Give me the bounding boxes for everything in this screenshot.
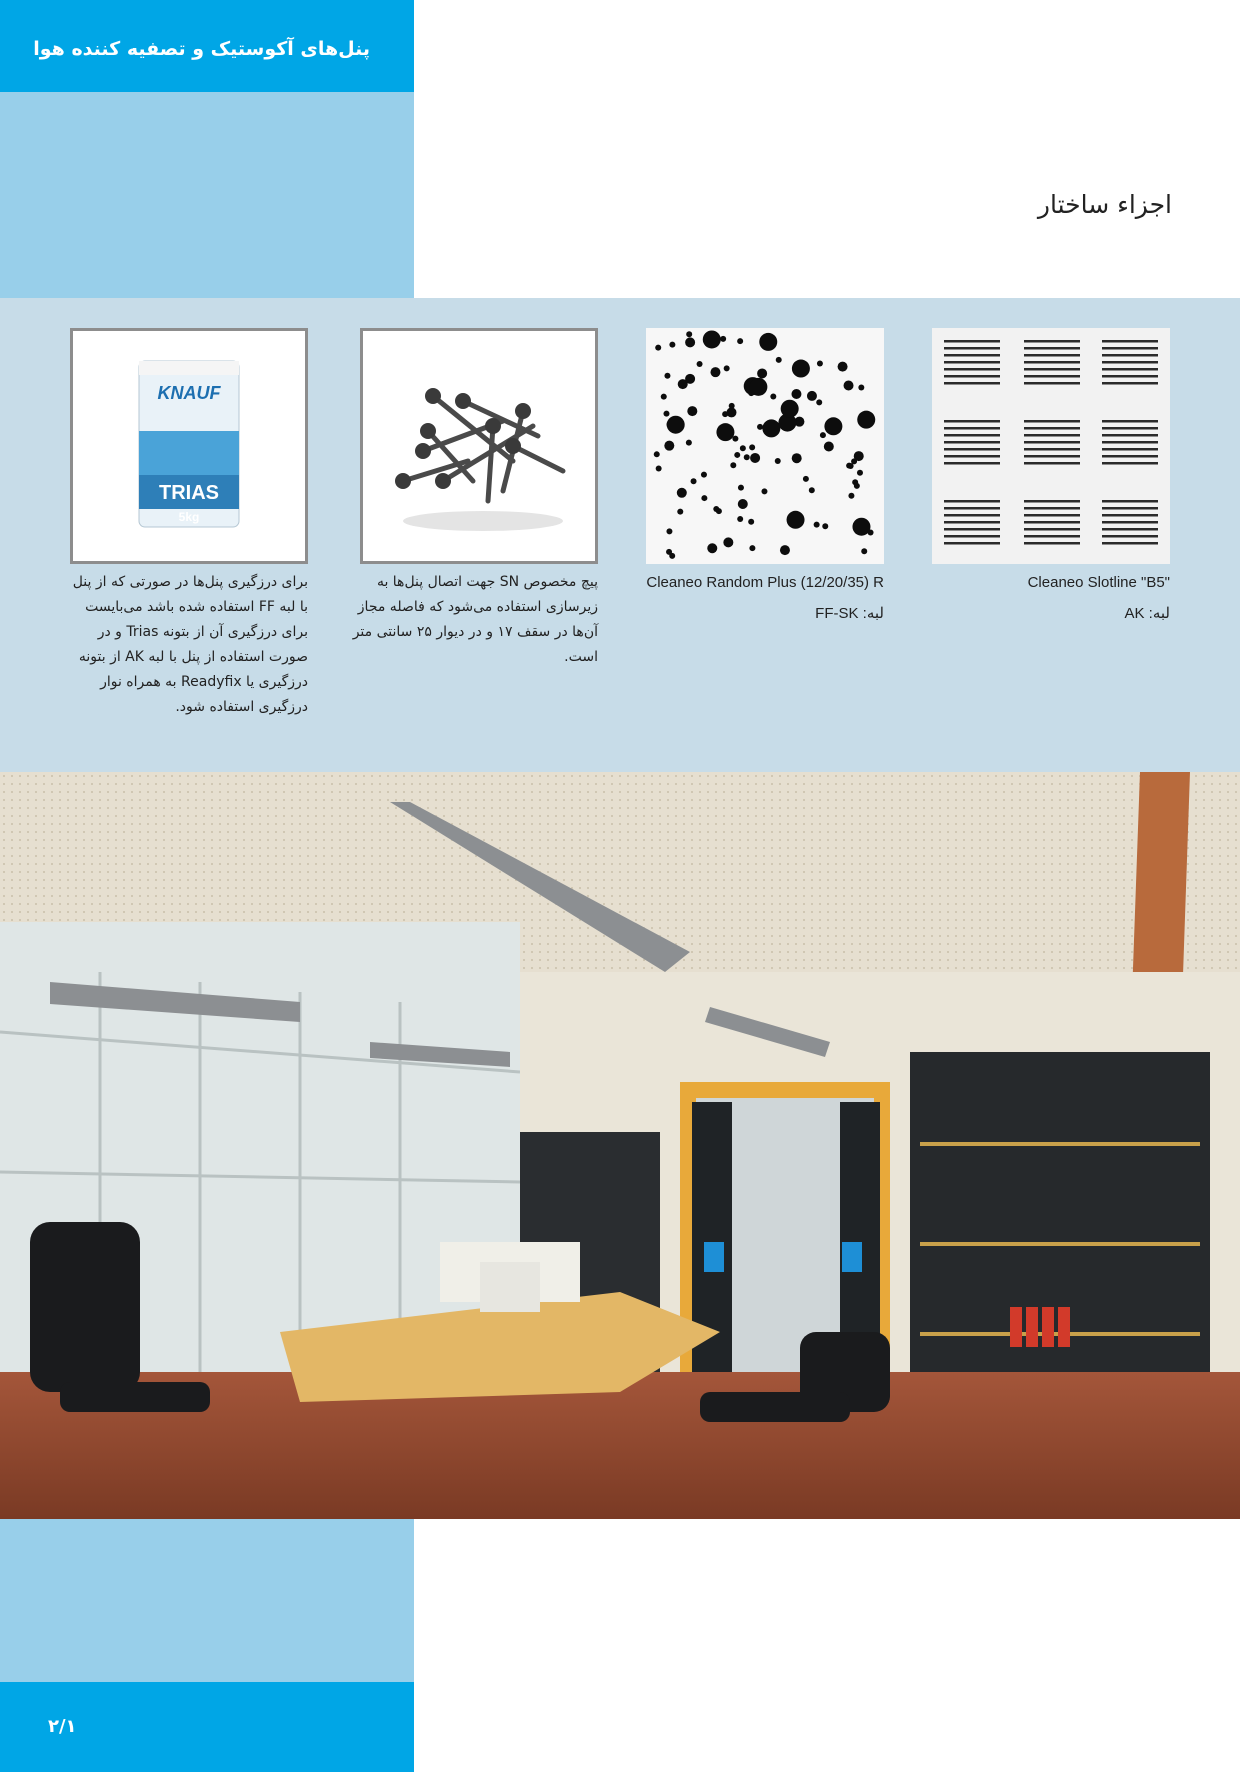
office-photo — [0, 772, 1240, 1519]
perforation — [868, 529, 874, 535]
perforation — [792, 453, 802, 463]
perforation — [780, 545, 790, 555]
perforation — [776, 357, 782, 363]
slot — [944, 361, 1000, 364]
slot — [1102, 434, 1158, 437]
perforation — [716, 508, 722, 514]
slot — [944, 500, 1000, 503]
slot — [1102, 354, 1158, 357]
perforation — [824, 441, 834, 451]
slot — [944, 462, 1000, 465]
perforation — [858, 384, 864, 390]
perforation — [854, 483, 860, 489]
slot — [944, 507, 1000, 510]
caption-line: صورت استفاده از پنل با لبه AK از بتونه — [78, 649, 308, 665]
header-title: پنل‌های آکوستیک و تصفیه کننده هوا — [33, 38, 370, 60]
slot — [944, 521, 1000, 524]
product-name: Cleaneo Random Plus (12/20/35) R — [646, 574, 884, 591]
slot — [944, 514, 1000, 517]
perforation — [737, 516, 743, 522]
perforation — [861, 548, 867, 554]
perforation — [820, 432, 826, 438]
slot — [1102, 455, 1158, 458]
slot — [1102, 420, 1158, 423]
slot — [1102, 368, 1158, 371]
slot — [1102, 382, 1158, 385]
product-caption-slotline — [932, 570, 1170, 626]
perforation — [846, 463, 852, 469]
slot — [944, 448, 1000, 451]
slot — [1024, 361, 1080, 364]
slot — [1102, 462, 1158, 465]
slot — [1024, 455, 1080, 458]
perforation — [669, 342, 675, 348]
perforation — [685, 374, 695, 384]
slot — [1102, 521, 1158, 524]
slot — [1102, 448, 1158, 451]
caption-line: برای درزگیری پنل‌ها در صورتی که از پنل — [72, 574, 308, 590]
perforation — [759, 333, 777, 351]
slot — [1024, 434, 1080, 437]
caption-line: با لبه FF استفاده شده باشد می‌بایست — [85, 599, 308, 615]
perforation — [748, 390, 754, 396]
perforation — [857, 470, 863, 476]
perforation — [730, 462, 736, 468]
slot — [1024, 382, 1080, 385]
slot — [944, 340, 1000, 343]
header-light-band — [0, 92, 414, 298]
perforation — [734, 452, 740, 458]
trias-caption — [70, 570, 308, 720]
slot — [1102, 507, 1158, 510]
slot — [1102, 347, 1158, 350]
slot — [1102, 528, 1158, 531]
perforation — [838, 362, 848, 372]
slot — [1102, 427, 1158, 430]
slot — [1024, 500, 1080, 503]
perforation — [757, 424, 763, 430]
perforation — [722, 411, 728, 417]
perforation — [857, 411, 875, 429]
perforation — [737, 338, 743, 344]
slot — [944, 368, 1000, 371]
perforation — [851, 458, 857, 464]
perforation — [770, 393, 776, 399]
slot — [1024, 420, 1080, 423]
slot — [944, 535, 1000, 538]
caption-line: است. — [564, 649, 598, 665]
slot — [1102, 361, 1158, 364]
perforation — [824, 417, 842, 435]
product-edge: لبه: FF-SK — [815, 605, 884, 622]
perforation — [703, 330, 721, 348]
section-title: اجزاء ساختار — [1037, 190, 1172, 219]
perforation — [791, 389, 801, 399]
slot — [1024, 542, 1080, 545]
perforation — [817, 361, 823, 367]
perforation — [729, 403, 735, 409]
perforation — [687, 406, 697, 416]
product-caption-random-plus — [646, 570, 884, 626]
bag-brand: KNAUF — [157, 383, 221, 403]
slot — [1024, 441, 1080, 444]
perforation — [666, 549, 672, 555]
caption-line: پیچ مخصوص SN جهت اتصال پنل‌ها به — [376, 574, 598, 590]
perforation — [664, 373, 670, 379]
caption-line: درزگیری یا Readyfix به همراه نوار — [100, 674, 308, 690]
caption-line: زیرسازی استفاده می‌شود که فاصله مجاز — [357, 599, 598, 615]
page-number: ۲/۱ — [48, 1716, 77, 1737]
product-edge: لبه: AK — [1124, 605, 1170, 622]
slot — [1024, 528, 1080, 531]
perforation — [663, 411, 669, 417]
perforation — [677, 509, 683, 515]
perforation — [809, 487, 815, 493]
perforation — [781, 400, 799, 418]
perforation — [738, 485, 744, 491]
slot — [1102, 535, 1158, 538]
perforation — [822, 523, 828, 529]
perforation — [656, 465, 662, 471]
perforation — [716, 423, 734, 441]
perforation — [732, 436, 738, 442]
perforation — [803, 476, 809, 482]
perforation — [726, 407, 736, 417]
perforation — [697, 361, 703, 367]
header-bar — [0, 0, 414, 92]
perforation — [707, 543, 717, 553]
product-name: Cleaneo Slotline "B5" — [1027, 574, 1170, 591]
random-perforated-panel-image — [646, 328, 884, 564]
slot — [1102, 441, 1158, 444]
perforation — [677, 488, 687, 498]
slotted-panel-image — [932, 328, 1170, 564]
caption-line: آن‌ها در سقف ۱۷ و در دیوار ۲۵ سانتی متر — [352, 624, 598, 640]
perforation — [667, 416, 685, 434]
perforation — [701, 495, 707, 501]
perforation — [661, 394, 667, 400]
perforation — [654, 451, 660, 457]
slot — [1024, 375, 1080, 378]
slot — [1102, 514, 1158, 517]
perforation — [816, 399, 822, 405]
slot — [1024, 368, 1080, 371]
perforation — [720, 336, 726, 342]
slot — [944, 434, 1000, 437]
slot — [1024, 347, 1080, 350]
perforation — [666, 528, 672, 534]
perforation — [655, 345, 661, 351]
perforation — [740, 445, 746, 451]
slot — [1024, 507, 1080, 510]
perforation — [807, 391, 817, 401]
perforation — [749, 545, 755, 551]
perforation — [844, 380, 854, 390]
caption-line: درزگیری استفاده شود. — [175, 699, 308, 715]
perforation — [691, 478, 697, 484]
footer-light-band — [0, 1519, 414, 1682]
slot — [944, 441, 1000, 444]
perforation — [686, 331, 692, 337]
perforation — [748, 519, 754, 525]
slot — [1024, 462, 1080, 465]
bag-product: TRIAS — [159, 482, 219, 504]
slot — [944, 347, 1000, 350]
perforation — [775, 458, 781, 464]
perforation — [792, 360, 810, 378]
slot — [1102, 500, 1158, 503]
perforation — [723, 537, 733, 547]
slot — [1102, 340, 1158, 343]
perforation — [787, 511, 805, 529]
slot — [944, 542, 1000, 545]
perforation — [710, 367, 720, 377]
slot — [1102, 375, 1158, 378]
perforation — [744, 454, 750, 460]
perforation — [738, 499, 748, 509]
perforation — [750, 453, 760, 463]
slot — [1024, 354, 1080, 357]
slot — [944, 382, 1000, 385]
slot — [1024, 427, 1080, 430]
slot — [1024, 535, 1080, 538]
bag-weight: 5kg — [178, 510, 200, 524]
slot — [1102, 542, 1158, 545]
slot — [1024, 340, 1080, 343]
knauf-trias-bag-image — [70, 328, 308, 564]
perforation — [848, 493, 854, 499]
slot — [944, 420, 1000, 423]
perforation — [686, 440, 692, 446]
slot — [944, 427, 1000, 430]
perforation — [762, 419, 780, 437]
slot — [1024, 521, 1080, 524]
slot — [1024, 448, 1080, 451]
perforation — [664, 441, 674, 451]
caption-line: برای درزگیری آن از بتونه Trias و در — [97, 624, 308, 640]
perforation — [761, 488, 767, 494]
slot — [1024, 514, 1080, 517]
slot — [944, 528, 1000, 531]
slot — [944, 375, 1000, 378]
footer-bar — [0, 1682, 414, 1772]
perforation — [749, 444, 755, 450]
perforation — [701, 472, 707, 478]
screws-image — [360, 328, 598, 564]
perforation — [757, 368, 767, 378]
perforation — [724, 365, 730, 371]
slot — [944, 354, 1000, 357]
slot — [944, 455, 1000, 458]
perforation — [685, 337, 695, 347]
perforation — [814, 522, 820, 528]
screws-caption — [352, 570, 598, 670]
